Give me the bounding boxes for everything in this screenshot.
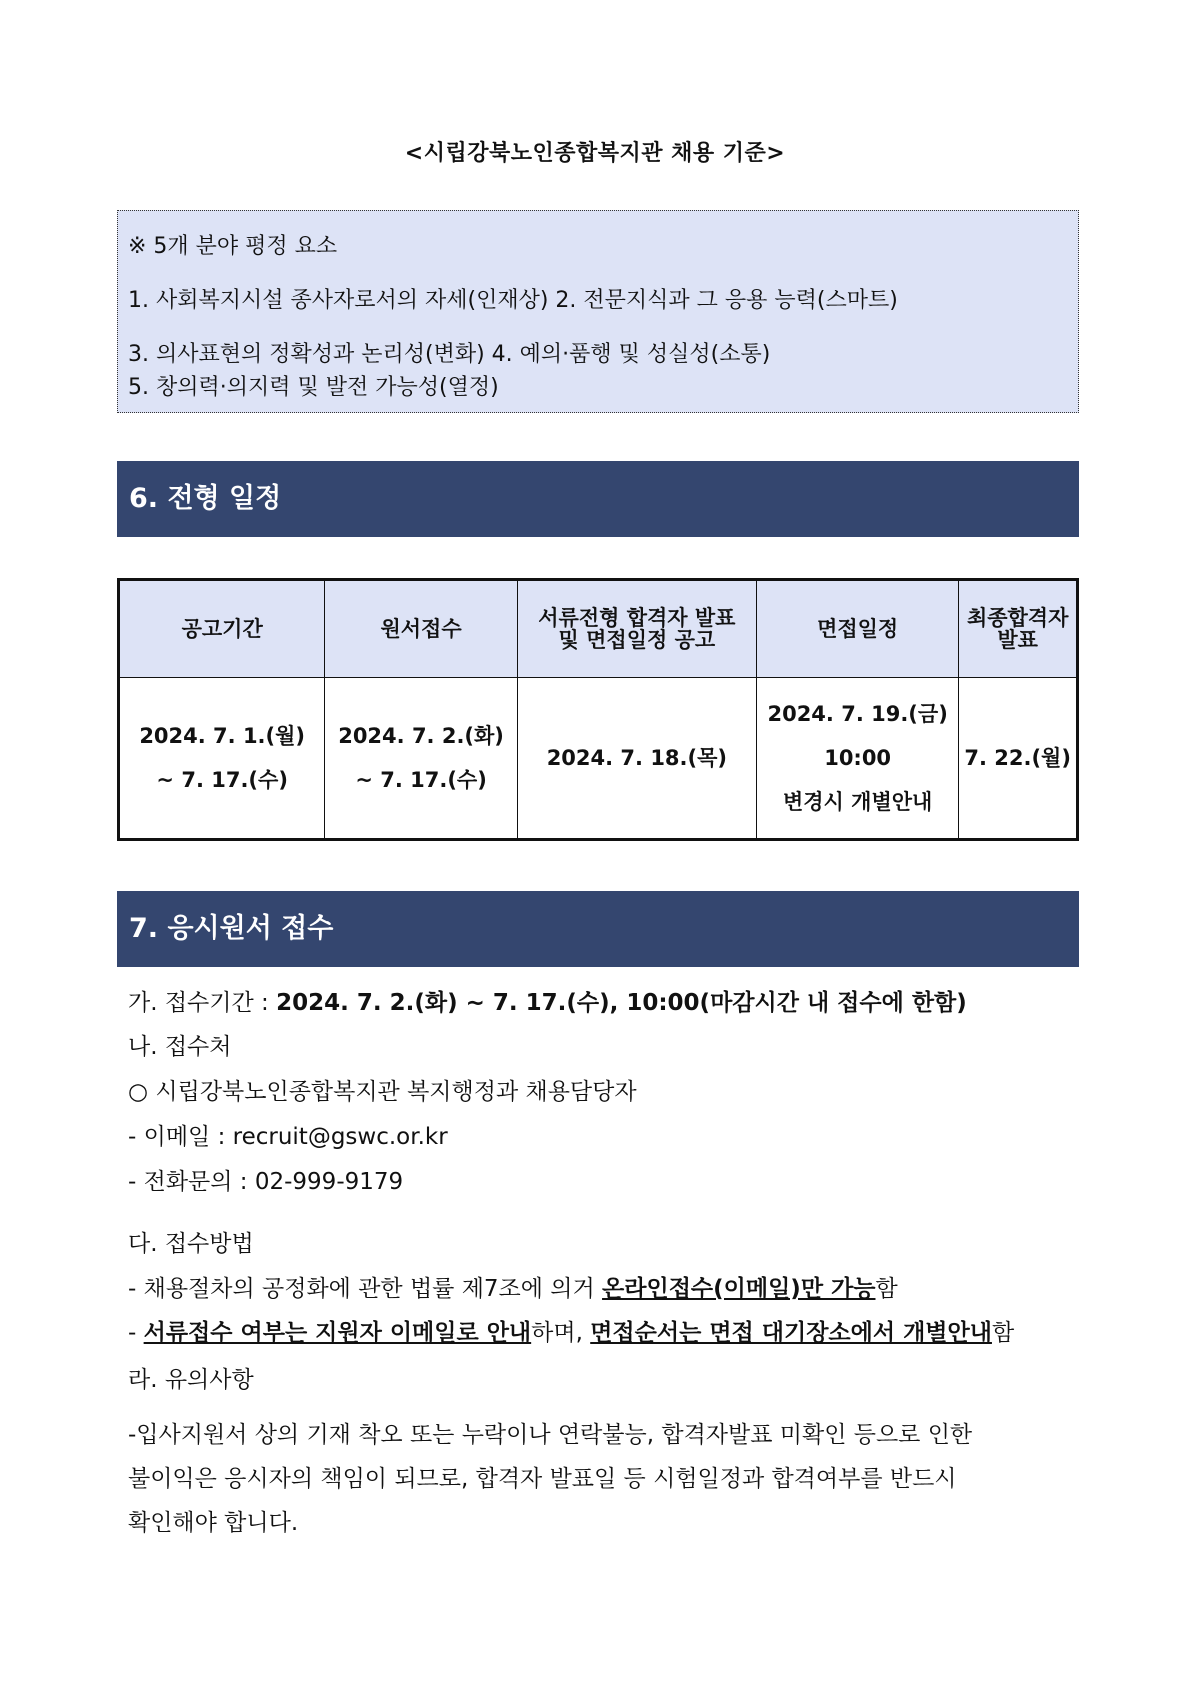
contact-phone: - 전화문의 : 02-999-9179	[128, 1169, 404, 1195]
cell-line: 7. 22.(월)	[964, 746, 1071, 770]
criteria-line: 1. 사회복지시설 종사자로서의 자세(인재상) 2. 전문지식과 그 응용 능력(스마트)	[128, 288, 898, 313]
notice-line: -입사지원서 상의 기재 착오 또는 누락이나 연락불능, 합격자발표 미확인 등으로 인한	[128, 1422, 973, 1448]
cell-line: 2024. 7. 19.(금)	[767, 702, 948, 726]
column-header: 서류전형 합격자 발표 및 면접일정 공고	[517, 580, 756, 678]
application-place: ○ 시립강북노인종합복지관 복지행정과 채용담당자	[128, 1079, 637, 1105]
table-header-row	[119, 580, 1078, 678]
method-emphasis: 온라인접수(이메일)만 가능	[602, 1276, 876, 1302]
period-label: 가. 접수기간 :	[128, 990, 277, 1016]
table-cell	[119, 678, 325, 840]
method-text: -	[128, 1320, 144, 1346]
table-cell	[756, 678, 958, 840]
table-cell	[325, 678, 517, 840]
section-subheading: 다. 접수방법	[128, 1231, 254, 1257]
period-value: 2024. 7. 2.(화) ~ 7. 17.(수), 10:00(마감시간 내 접수에 한함)	[276, 990, 967, 1016]
method-text: - 채용절차의 공정화에 관한 법률 제7조에 의거	[128, 1276, 603, 1302]
column-header: 최종합격자 발표	[959, 580, 1078, 678]
method-text: 함	[991, 1320, 1015, 1346]
section-subheading: 라. 유의사항	[128, 1367, 254, 1393]
schedule-table	[117, 578, 1079, 841]
column-header: 공고기간	[119, 580, 325, 678]
method-emphasis: 면접순서는 면접 대기장소에서 개별안내	[590, 1320, 992, 1346]
evaluation-criteria-box	[117, 210, 1079, 413]
section-header-schedule: 6. 전형 일정	[117, 461, 1079, 537]
cell-line: 10:00	[824, 746, 892, 770]
cell-line: 변경시 개별안내	[782, 790, 933, 814]
notice-line: 확인해야 합니다.	[128, 1510, 299, 1536]
cell-line: 2024. 7. 1.(월)	[139, 724, 306, 748]
method-line	[128, 1314, 1014, 1347]
section-subheading: 나. 접수처	[128, 1034, 232, 1060]
criteria-line: 3. 의사표현의 정확성과 논리성(변화) 4. 예의·품행 및 성실성(소통)	[128, 342, 771, 367]
table-cell	[959, 678, 1078, 840]
column-header: 면접일정	[756, 580, 958, 678]
method-emphasis: 서류접수 여부는 지원자 이메일로 안내	[143, 1320, 532, 1346]
method-text: 하며,	[531, 1320, 591, 1346]
cell-line: 2024. 7. 2.(화)	[338, 724, 504, 748]
application-period	[128, 984, 967, 1017]
method-line	[128, 1270, 898, 1303]
cell-line: ~ 7. 17.(수)	[355, 768, 487, 792]
criteria-line: 5. 창의력·의지력 및 발전 가능성(열정)	[128, 375, 499, 400]
section-header-application: 7. 응시원서 접수	[117, 891, 1079, 967]
contact-email: - 이메일 : recruit@gswc.or.kr	[128, 1124, 448, 1150]
criteria-heading: ※ 5개 분야 평정 요소	[128, 234, 338, 259]
method-text: 함	[875, 1276, 898, 1302]
table-row	[119, 678, 1078, 840]
cell-line: 2024. 7. 18.(목)	[546, 746, 728, 770]
page-title: <시립강북노인종합복지관 채용 기준>	[404, 141, 786, 166]
column-header: 원서접수	[325, 580, 517, 678]
table-cell	[517, 678, 756, 840]
notice-line: 불이익은 응시자의 책임이 되므로, 합격자 발표일 등 시험일정과 합격여부를 반드시	[128, 1466, 957, 1492]
cell-line: ~ 7. 17.(수)	[156, 768, 288, 792]
